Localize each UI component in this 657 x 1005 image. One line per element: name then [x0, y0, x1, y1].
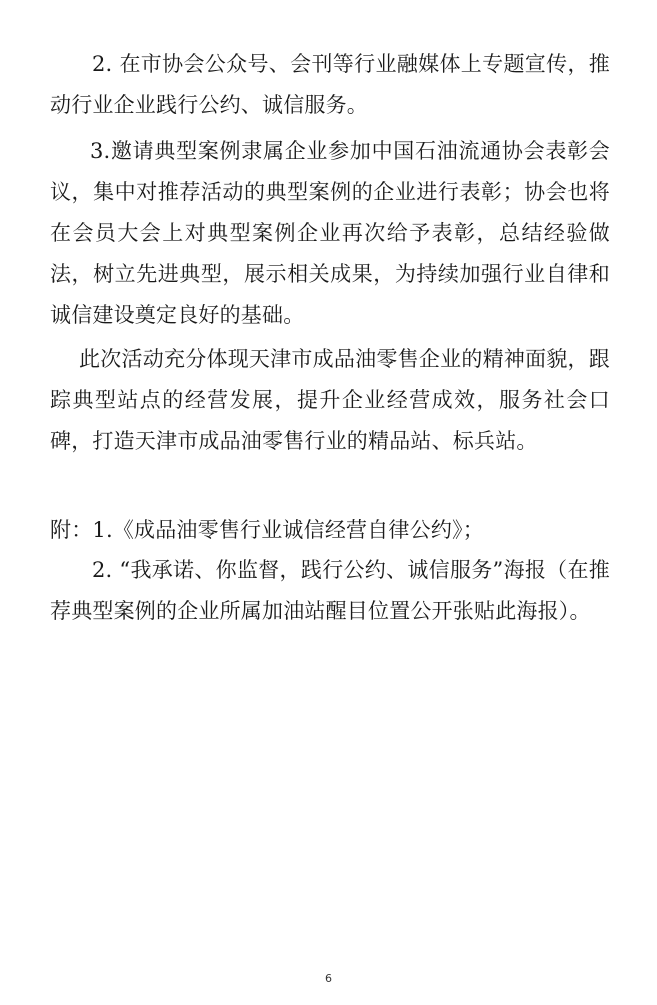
paragraph-item-2: 2. 在市协会公众号、会刊等行业融媒体上专题宣传，推动行业企业践行公约、诚信服务。 [50, 52, 610, 117]
page-number: 6 [325, 972, 332, 985]
attachment-line-2: 2. “我承诺、你监督，践行公约、诚信服务”海报（在推荐典型案例的企业所属加油站醒目位置公开张贴此海报）。 [50, 558, 610, 623]
paragraph-item-3: 3.邀请典型案例隶属企业参加中国石油流通协会表彰会议，集中对推荐活动的典型案例的企业进行表彰；协会也将在会员大会上对典型案例企业再次给予表彰，总结经验做法，树立先进典型，展示相关成果，为持续加强行业自律和诚信建设奠定良好的基础。 [50, 139, 610, 327]
paragraph-summary: 此次活动充分体现天津市成品油零售企业的精神面貌，跟踪典型站点的经营发展，提升企业经营成效，服务社会口碑，打造天津市成品油零售行业的精品站、标兵站。 [50, 347, 610, 453]
attachment-line-1: 附：1.《成品油零售行业诚信经营自律公约》； [50, 518, 484, 542]
